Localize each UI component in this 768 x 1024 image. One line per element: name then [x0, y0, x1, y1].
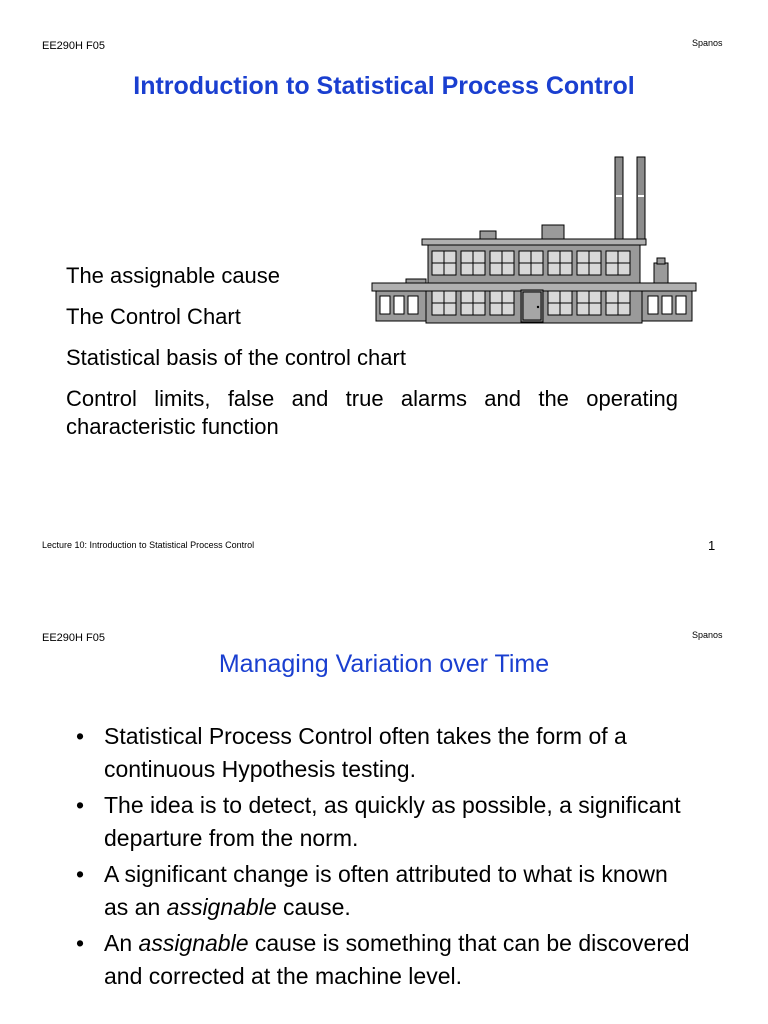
slide-title: Introduction to Statistical Process Control — [133, 72, 635, 100]
list-item — [76, 720, 696, 786]
bullet-list — [76, 720, 696, 996]
list-item: The assignable cause — [66, 263, 281, 288]
bullet-text-part: A significant change is often attributed to what is known as an — [104, 861, 668, 920]
bullet-icon: • — [76, 792, 85, 818]
slide-2 — [0, 590, 768, 1024]
list-item — [76, 789, 696, 855]
page-number: 1 — [708, 538, 716, 553]
course-code: EE290H F05 — [42, 40, 105, 52]
bullet-text: Statistical Process Control often takes the form of a continuous Hypothesis testing. — [104, 723, 627, 782]
list-item: The Control Chart — [66, 304, 241, 329]
bullet-icon: • — [76, 723, 85, 749]
list-item: Control limits, false and true alarms and the operating characteristic function — [66, 386, 678, 439]
bullet-text-part: cause is something that can be discovered and corrected at the machine level. — [104, 930, 690, 989]
list-item — [76, 927, 696, 993]
emphasis-text: assignable — [166, 894, 277, 920]
author-name: Spanos — [692, 630, 723, 640]
bullet-icon: • — [76, 861, 85, 887]
emphasis-text: assignable — [138, 930, 249, 956]
list-item: Statistical basis of the control chart — [66, 345, 406, 370]
slide-title: Managing Variation over Time — [218, 650, 550, 678]
author-name: Spanos — [692, 38, 723, 48]
lecture-footer: Lecture 10: Introduction to Statistical Process Control — [42, 540, 255, 550]
bullet-icon: • — [76, 930, 85, 956]
bullet-text-part: cause. — [276, 894, 351, 920]
list-item — [76, 858, 696, 924]
topic-list — [66, 262, 678, 454]
bullet-text-part: An — [104, 930, 139, 956]
bullet-text: The idea is to detect, as quickly as possible, a significant departure from the norm. — [104, 792, 681, 851]
course-code: EE290H F05 — [42, 632, 105, 644]
